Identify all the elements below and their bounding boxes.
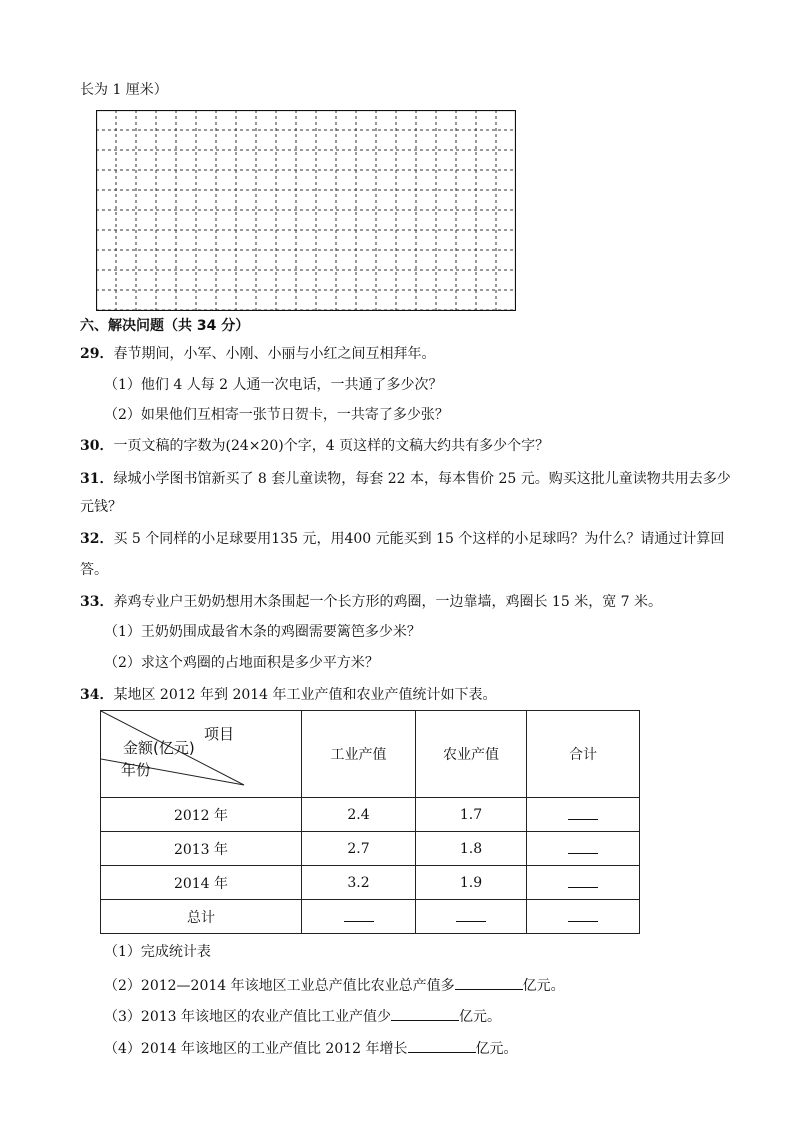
question-32-line-2: 答。 xyxy=(80,562,108,578)
question-29 xyxy=(80,345,435,363)
question-text: 养鸡专业户王奶奶想用木条围起一个长方形的鸡圈，一边靠墙，鸡圈长 15 米，宽 7 米。 xyxy=(113,594,663,610)
question-number: 29． xyxy=(80,346,114,362)
question-text: 某地区 2012 年到 2014 年工业产值和农业产值统计如下表。 xyxy=(113,687,497,703)
industry-value: 3.2 xyxy=(302,866,416,900)
agriculture-value: 1.7 xyxy=(416,798,527,832)
question-text: 买 5 个同样的小足球要用135 元，用400 元能买到 15 个这样的小足球吗？为什么？请通过计算回 xyxy=(113,531,725,547)
answer-blank[interactable] xyxy=(391,1006,459,1021)
answer-blank[interactable] xyxy=(455,975,523,990)
question-33 xyxy=(80,593,662,611)
question-34-sub-1: （1）完成统计表 xyxy=(104,944,211,960)
question-text: 绿城小学图书馆新买了 8 套儿童读物，每套 22 本，每本售价 25 元。购买这批儿童读物共用去多少 xyxy=(113,471,731,487)
industry-total-blank[interactable] xyxy=(302,900,416,934)
question-number: 34． xyxy=(80,687,114,703)
table-row xyxy=(101,798,640,832)
column-header-total: 合计 xyxy=(527,711,640,798)
question-number: 32． xyxy=(80,531,114,547)
row-year: 2013 年 xyxy=(101,832,302,866)
question-33-sub-1: （1）王奶奶围成最省木条的鸡圈需要篱笆多少米？ xyxy=(104,624,421,640)
question-number: 33． xyxy=(80,594,114,610)
row-year: 2012 年 xyxy=(101,798,302,832)
question-32 xyxy=(80,530,724,548)
column-header-industry: 工业产值 xyxy=(302,711,416,798)
table-row xyxy=(101,866,640,900)
question-number: 31． xyxy=(80,471,114,487)
sub-prefix: （4）2014 年该地区的工业产值比 2012 年增长 xyxy=(104,1041,408,1057)
answer-blank[interactable] xyxy=(408,1038,476,1053)
sub-suffix: 亿元。 xyxy=(459,1009,501,1025)
question-text: 一页文稿的字数为(24×20)个字，4 页这样的文稿大约共有多少个字？ xyxy=(113,438,550,454)
question-text: 春节期间，小军、小刚、小丽与小红之间互相拜年。 xyxy=(113,346,436,362)
question-30 xyxy=(80,437,549,455)
statistics-table xyxy=(100,710,640,934)
question-34-sub-3 xyxy=(104,1006,501,1026)
question-number: 30． xyxy=(80,438,114,454)
dotted-grid-paper xyxy=(96,110,516,311)
question-34-sub-4 xyxy=(104,1038,518,1058)
industry-value: 2.7 xyxy=(302,832,416,866)
intro-line: 长为 1 厘米） xyxy=(80,82,168,98)
corner-label-year: 年份 xyxy=(121,761,152,779)
total-blank[interactable] xyxy=(527,866,640,900)
total-row-label: 总计 xyxy=(101,900,302,934)
question-31-line-2: 元钱？ xyxy=(80,499,122,515)
agriculture-value: 1.9 xyxy=(416,866,527,900)
column-header-agriculture: 农业产值 xyxy=(416,711,527,798)
question-31 xyxy=(80,470,731,488)
sub-suffix: 亿元。 xyxy=(522,978,565,994)
total-blank[interactable] xyxy=(527,798,640,832)
sub-suffix: 亿元。 xyxy=(475,1041,518,1057)
table-corner-cell xyxy=(101,711,302,798)
corner-label-amount: 金额(亿元) xyxy=(123,739,195,757)
total-blank[interactable] xyxy=(527,832,640,866)
table-row xyxy=(101,832,640,866)
industry-value: 2.4 xyxy=(302,798,416,832)
question-29-sub-1: （1）他们 4 人每 2 人通一次电话，一共通了多少次？ xyxy=(104,377,443,393)
question-29-sub-2: （2）如果他们互相寄一张节日贺卡，一共寄了多少张？ xyxy=(104,407,449,423)
table-total-row xyxy=(101,900,640,934)
row-year: 2014 年 xyxy=(101,866,302,900)
section-title: 六、解决问题（共 34 分） xyxy=(80,318,250,334)
question-34-sub-2 xyxy=(104,975,565,995)
sub-prefix: （3）2013 年该地区的农业产值比工业产值少 xyxy=(104,1009,391,1025)
grand-total-blank[interactable] xyxy=(527,900,640,934)
corner-label-item: 项目 xyxy=(204,725,235,743)
question-34 xyxy=(80,686,497,704)
agriculture-value: 1.8 xyxy=(416,832,527,866)
question-33-sub-2: （2）求这个鸡圈的占地面积是多少平方米？ xyxy=(104,655,379,671)
agriculture-total-blank[interactable] xyxy=(416,900,527,934)
table-header-row xyxy=(101,711,640,798)
sub-prefix: （2）2012—2014 年该地区工业总产值比农业总产值多 xyxy=(104,978,455,994)
